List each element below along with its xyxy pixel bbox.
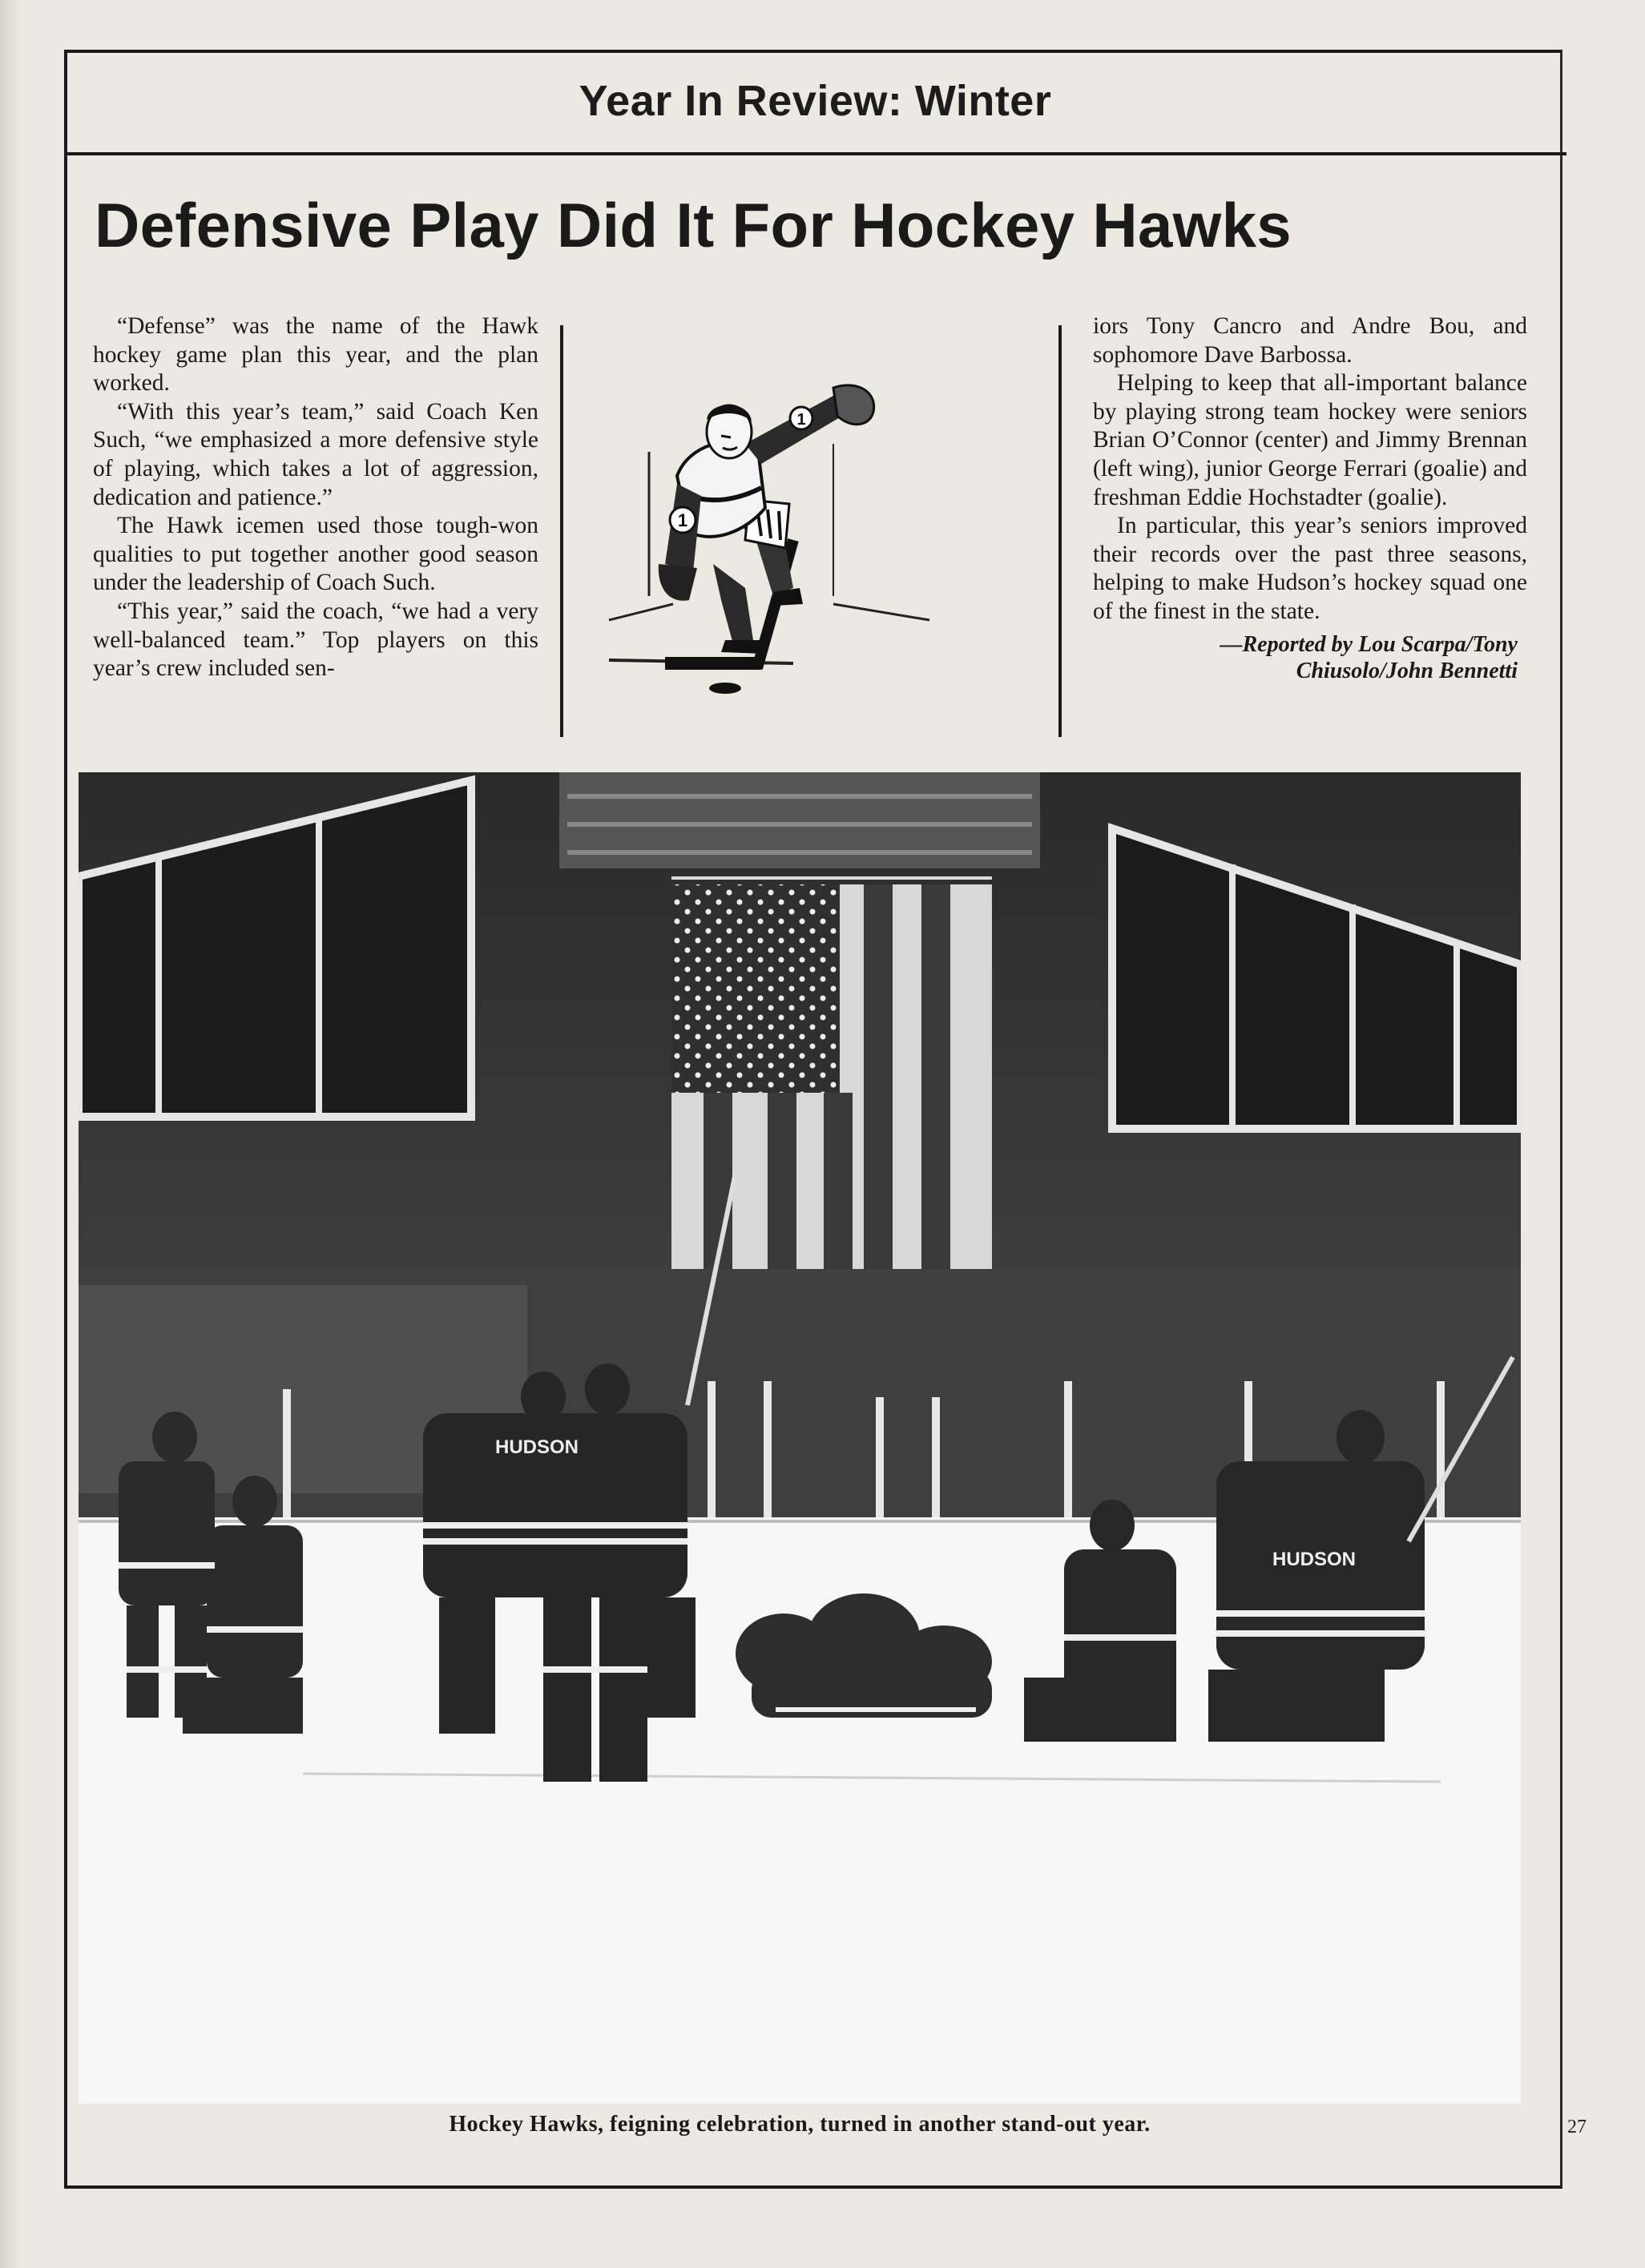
- jersey-lettering: HUDSON: [495, 1436, 579, 1458]
- section-header: Year In Review: Winter: [579, 77, 1052, 125]
- paragraph: “This year,” said the coach, “we had a very well-balanced team.” Top players on this year’s crew included sen-: [93, 598, 538, 682]
- article-right-column: [1093, 312, 1527, 684]
- byline-line: —Reported by Lou Scarpa/Tony: [1220, 631, 1518, 657]
- paragraph: Helping to keep that all-important balance by playing strong team hockey were seniors Brian O’Connor (center) and Jimmy Brennan (left wing), junior George Ferrari (goalie) and freshman Eddie Hochstadter (goalie).: [1093, 370, 1527, 510]
- article-left-column: [93, 312, 538, 683]
- column-divider-left: [560, 325, 563, 737]
- byline: [1093, 631, 1527, 684]
- arm-patch-number: 1: [796, 411, 806, 429]
- paragraph: “With this year’s team,” said Coach Ken Such, “we emphasized a more defensive style of playing, which takes a lot of aggression, dedication and patience.”: [93, 398, 538, 510]
- article-headline: Defensive Play Did It For Hockey Hawks: [95, 190, 1292, 260]
- byline-line: Chiusolo/John Bennetti: [1296, 658, 1518, 683]
- page-binding-edge: [0, 0, 21, 2268]
- photo-caption: Hockey Hawks, feigning celebration, turned in another stand-out year.: [449, 2112, 1151, 2137]
- page-number: 27: [1567, 2117, 1587, 2137]
- paragraph: The Hawk icemen used those tough-won qualities to put together another good season under the leadership of Coach Such.: [93, 513, 538, 596]
- team-celebration-photo: [79, 772, 1521, 2104]
- jersey-lettering: HUDSON: [1272, 1549, 1357, 1570]
- hockey-player-illustration: [593, 324, 1026, 708]
- paragraph: In particular, this year’s seniors improved their records over the past three seasons, helping to make Hudson’s hockey squad one of the finest in the state.: [1093, 513, 1527, 624]
- sleeve-number: 1: [677, 510, 688, 530]
- paragraph: “Defense” was the name of the Hawk hockey game plan this year, and the plan worked.: [93, 313, 538, 397]
- column-divider-right: [1058, 325, 1062, 737]
- paragraph: iors Tony Cancro and Andre Bou, and sophomore Dave Barbossa.: [1093, 313, 1527, 368]
- section-header-bar: [64, 50, 1566, 155]
